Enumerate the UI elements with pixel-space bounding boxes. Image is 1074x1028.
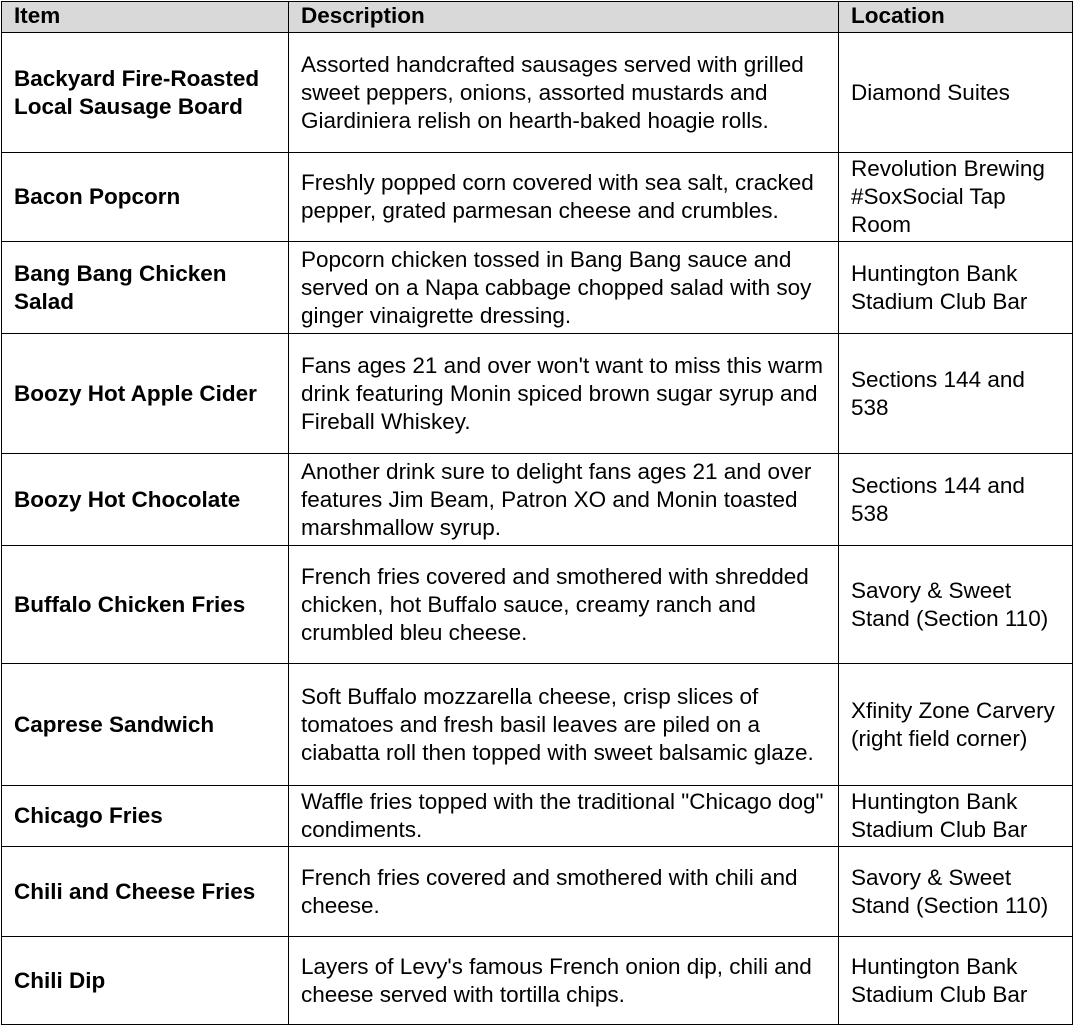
location-cell: Huntington Bank Stadium Club Bar	[839, 786, 1073, 847]
location-cell: Xfinity Zone Carvery (right field corner)	[839, 664, 1073, 786]
location-cell: Savory & Sweet Stand (Section 110)	[839, 847, 1073, 937]
item-cell: Backyard Fire-Roasted Local Sausage Board	[2, 33, 289, 153]
table-row	[2, 546, 1073, 664]
location-cell: Huntington Bank Stadium Club Bar	[839, 242, 1073, 334]
header-item: Item	[2, 2, 289, 33]
table-row	[2, 242, 1073, 334]
header-row	[2, 2, 1073, 33]
item-cell: Boozy Hot Chocolate	[2, 454, 289, 546]
description-cell: Waffle fries topped with the traditional "Chicago dog" condiments.	[289, 786, 839, 847]
table-row	[2, 786, 1073, 847]
location-cell: Sections 144 and 538	[839, 334, 1073, 454]
item-cell: Boozy Hot Apple Cider	[2, 334, 289, 454]
header-description: Description	[289, 2, 839, 33]
description-cell: Freshly popped corn covered with sea salt, cracked pepper, grated parmesan cheese and crumbles.	[289, 153, 839, 242]
location-cell: Savory & Sweet Stand (Section 110)	[839, 546, 1073, 664]
item-cell: Bang Bang Chicken Salad	[2, 242, 289, 334]
description-cell: Popcorn chicken tossed in Bang Bang sauce and served on a Napa cabbage chopped salad with soy ginger vinaigrette dressing.	[289, 242, 839, 334]
description-cell: Another drink sure to delight fans ages 21 and over features Jim Beam, Patron XO and Monin toasted marshmallow syrup.	[289, 454, 839, 546]
item-cell: Buffalo Chicken Fries	[2, 546, 289, 664]
menu-table	[1, 1, 1073, 1025]
item-cell: Bacon Popcorn	[2, 153, 289, 242]
description-cell: French fries covered and smothered with chili and cheese.	[289, 847, 839, 937]
location-cell: Diamond Suites	[839, 33, 1073, 153]
location-cell: Revolution Brewing #SoxSocial Tap Room	[839, 153, 1073, 242]
table-row	[2, 33, 1073, 153]
table-row	[2, 153, 1073, 242]
item-cell: Chili Dip	[2, 937, 289, 1025]
description-cell: French fries covered and smothered with shredded chicken, hot Buffalo sauce, creamy ranch and crumbled bleu cheese.	[289, 546, 839, 664]
description-cell: Fans ages 21 and over won't want to miss this warm drink featuring Monin spiced brown sugar syrup and Fireball Whiskey.	[289, 334, 839, 454]
location-cell: Huntington Bank Stadium Club Bar	[839, 937, 1073, 1025]
description-cell: Layers of Levy's famous French onion dip, chili and cheese served with tortilla chips.	[289, 937, 839, 1025]
header-location: Location	[839, 2, 1073, 33]
location-cell: Sections 144 and 538	[839, 454, 1073, 546]
description-cell: Soft Buffalo mozzarella cheese, crisp slices of tomatoes and fresh basil leaves are piled on a ciabatta roll then topped with sweet balsamic glaze.	[289, 664, 839, 786]
description-cell: Assorted handcrafted sausages served with grilled sweet peppers, onions, assorted mustards and Giardiniera relish on hearth-baked hoagie rolls.	[289, 33, 839, 153]
table-row	[2, 847, 1073, 937]
table-row	[2, 454, 1073, 546]
table-row	[2, 937, 1073, 1025]
table-row	[2, 334, 1073, 454]
table-row	[2, 664, 1073, 786]
item-cell: Chili and Cheese Fries	[2, 847, 289, 937]
item-cell: Caprese Sandwich	[2, 664, 289, 786]
item-cell: Chicago Fries	[2, 786, 289, 847]
